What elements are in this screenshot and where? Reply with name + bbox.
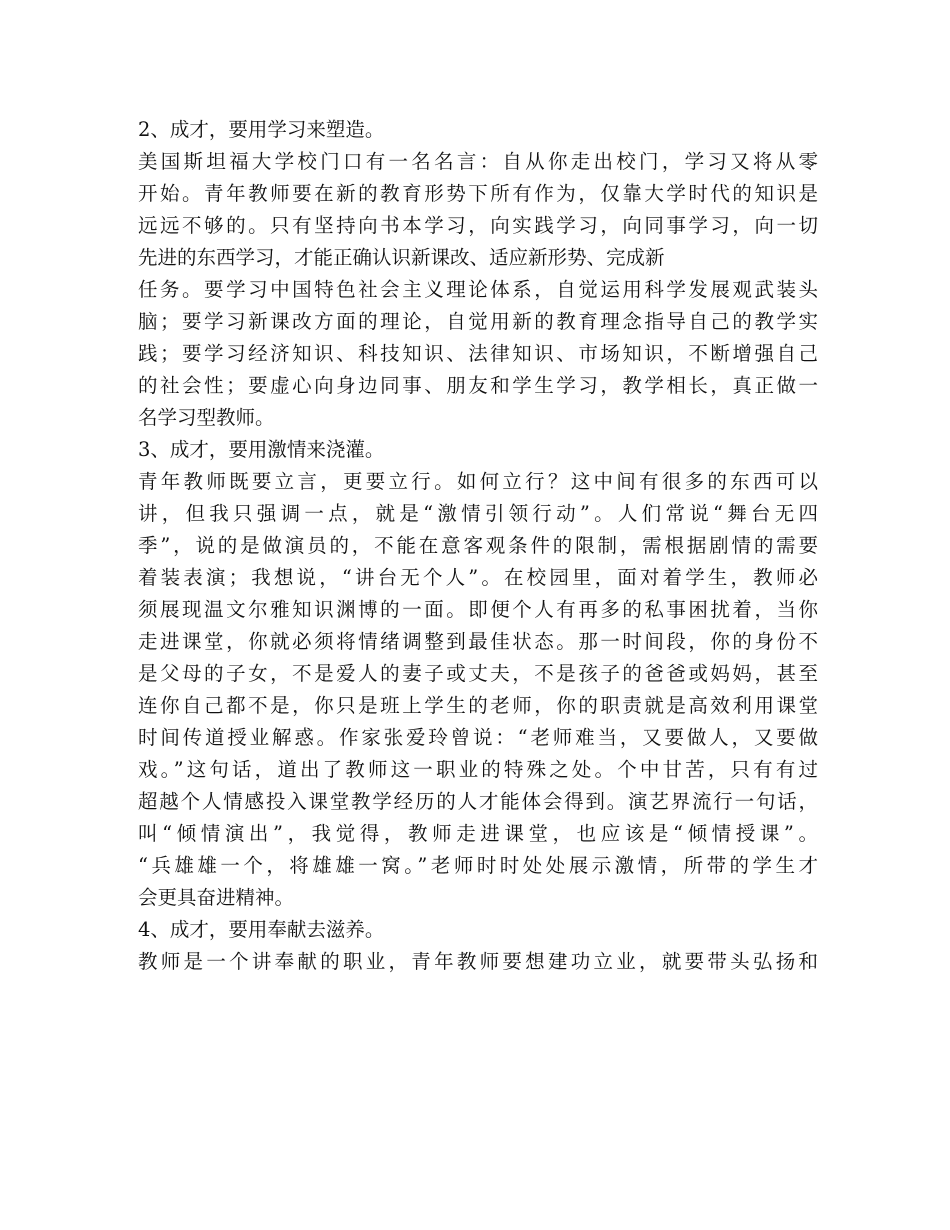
- paragraph-line: 叫“倾情演出”，我觉得，教师走进课堂，也应该是“倾情授课”。: [138, 822, 818, 845]
- paragraph-line: 戏。”这句话，道出了教师这一职业的特殊之处。个中甘苦，只有有过: [138, 758, 818, 781]
- paragraph-line: 远远不够的。只有坚持向书本学习，向实践学习，向同事学习，向一切: [138, 214, 818, 237]
- paragraph-line: 青年教师既要立言，更要立行。如何立行？这中间有很多的东西可以: [138, 470, 818, 493]
- paragraph-line: 走进课堂，你就必须将情绪调整到最佳状态。那一时间段，你的身份不: [138, 630, 818, 653]
- paragraph-line: 任务。要学习中国特色社会主义理论体系，自觉运用科学发展观武装头: [138, 278, 818, 301]
- paragraph-line: 连你自己都不是，你只是班上学生的老师，你的职责就是高效利用课堂: [138, 694, 818, 717]
- paragraph-line: 开始。青年教师要在新的教育形势下所有作为，仅靠大学时代的知识是: [138, 182, 818, 205]
- paragraph-line: 教师是一个讲奉献的职业，青年教师要想建功立业，就要带头弘扬和: [138, 950, 818, 973]
- heading-passion: 3、成才，要用激情来浇灌。: [138, 438, 385, 461]
- paragraph-line: “兵雄雄一个，将雄雄一窝。”老师时时处处展示激情，所带的学生才: [138, 854, 818, 877]
- paragraph-line: 超越个人情感投入课堂教学经历的人才能体会得到。演艺界流行一句话，: [138, 790, 818, 813]
- paragraph-line: 着装表演；我想说，“讲台无个人”。在校园里，面对着学生，教师必: [138, 566, 818, 589]
- heading-study: 2、成才，要用学习来塑造。: [138, 118, 385, 141]
- paragraph-line: 季”，说的是做演员的，不能在意客观条件的限制，需根据剧情的需要: [138, 534, 818, 557]
- paragraph-line: 须展现温文尔雅知识渊博的一面。即便个人有再多的私事困扰着，当你: [138, 598, 818, 621]
- paragraph-line: 名学习型教师。: [138, 406, 275, 429]
- paragraph-line: 时间传道授业解惑。作家张爱玲曾说：“老师难当，又要做人，又要做: [138, 726, 818, 749]
- paragraph-line: 讲，但我只强调一点，就是“激情引领行动”。人们常说“舞台无四: [138, 502, 818, 525]
- body-text: [138, 114, 818, 978]
- paragraph-line: 美国斯坦福大学校门口有一名名言：自从你走出校门，学习又将从零: [138, 150, 818, 173]
- heading-dedication: 4、成才，要用奉献去滋养。: [138, 918, 385, 941]
- paragraph-line: 先进的东西学习，才能正确认识新课改、适应新形势、完成新: [138, 246, 665, 269]
- paragraph-line: 是父母的子女，不是爱人的妻子或丈夫，不是孩子的爸爸或妈妈，甚至: [138, 662, 818, 685]
- paragraph-line: 的社会性；要虚心向身边同事、朋友和学生学习，教学相长，真正做一: [138, 374, 818, 397]
- paragraph-line: 会更具奋进精神。: [138, 886, 295, 909]
- paragraph-line: 脑；要学习新课改方面的理论，自觉用新的教育理念指导自己的教学实: [138, 310, 818, 333]
- paragraph-line: 践；要学习经济知识、科技知识、法律知识、市场知识，不断增强自己: [138, 342, 818, 365]
